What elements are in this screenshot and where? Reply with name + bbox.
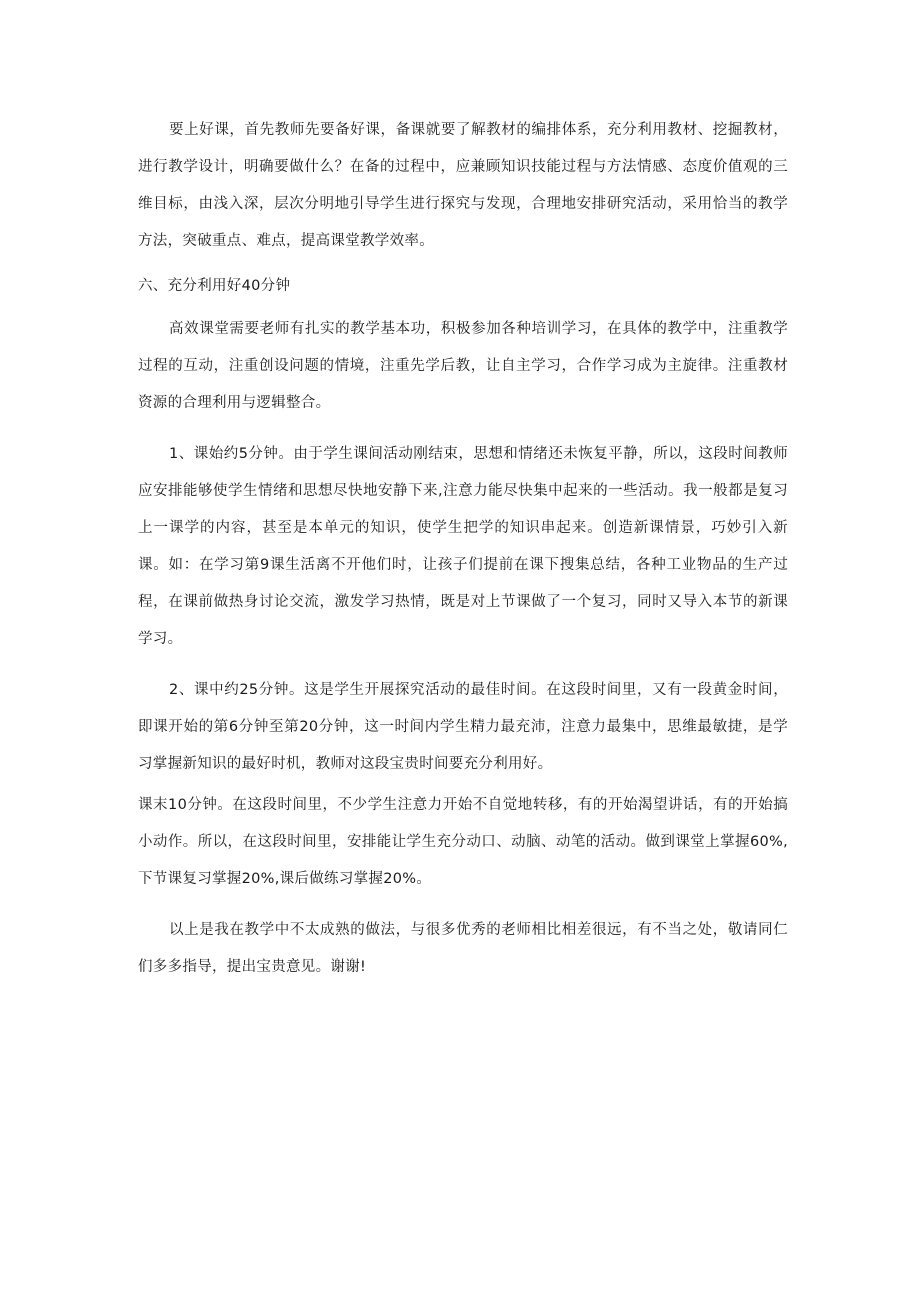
section-heading-6: 六、充分利用好40分钟	[138, 278, 291, 294]
paragraph-closing: 以上是我在教学中不太成熟的做法，与很多优秀的老师相比相差很远，有不当之处，敬请同仁们多多指导，提出宝贵意见。谢谢!	[138, 922, 788, 975]
paragraph-intro: 要上好课，首先教师先要备好课，备课就要了解教材的编排体系，充分利用教材、挖掘教材，进行教学设计，明确要做什么？在备的过程中，应兼顾知识技能过程与方法情感、态度价值观的三维目标，由浅入深，层次分明地引导学生进行探究与发现，合理地安排研究活动，采用恰当的教学方法，突破重点、难点，提高课堂教学效率。	[138, 122, 788, 249]
paragraph-point-3: 课末10分钟。在这段时间里，不少学生注意力开始不自觉地转移，有的开始渴望讲话，有的开始搞小动作。所以，在这段时间里，安排能让学生充分动口、动脑、动笔的活动。做到课堂上掌握60%,下节课复习掌握20%,课后做练习掌握20%。	[138, 797, 788, 887]
paragraph-point-1: 1、课始约5分钟。由于学生课间活动刚结束，思想和情绪还未恢复平静，所以，这段时间教师应安排能够使学生情绪和思想尽快地安静下来,注意力能尽快集中起来的一些活动。我一般都是复习上一课学的内容，甚至是本单元的知识，使学生把学的知识串起来。创造新课情景，巧妙引入新课。如：在学习第9课生活离不开他们时，让孩子们提前在课下搜集总结，各种工业物品的生产过程，在课前做热身讨论交流，激发学习热情，既是对上节课做了一个复习，同时又导入本节的新课学习。	[138, 446, 788, 647]
document-body	[138, 112, 788, 1000]
paragraph-section-6: 高效课堂需要老师有扎实的教学基本功，积极参加各种培训学习，在具体的教学中，注重教学过程的互动，注重创设问题的情境，注重先学后教，让自主学习，合作学习成为主旋律。注重教材资源的合理利用与逻辑整合。	[138, 321, 788, 411]
paragraph-point-2: 2、课中约25分钟。这是学生开展探究活动的最佳时间。在这段时间里，又有一段黄金时间，即课开始的第6分钟至第20分钟，这一时间内学生精力最充沛，注意力最集中，思维最敏捷，是学习掌握新知识的最好时机，教师对这段宝贵时间要充分利用好。	[138, 682, 788, 772]
